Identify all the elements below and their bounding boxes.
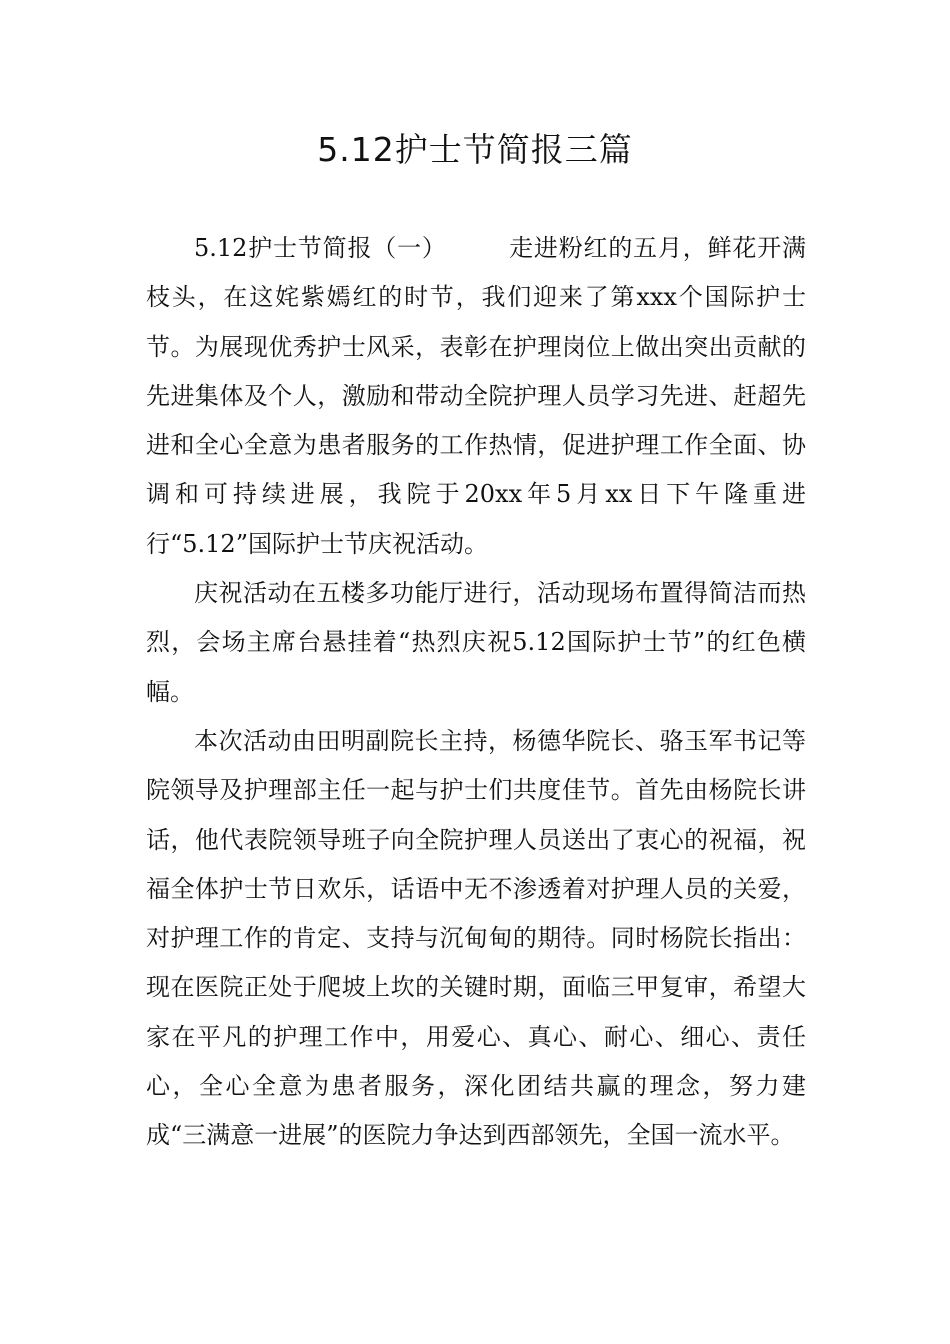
section-heading: 5.12护士节简报（一）: [194, 234, 447, 262]
paragraph-2: 庆祝活动在五楼多功能厅进行，活动现场布置得简洁而热烈，会场主席台悬挂着“热烈庆祝5.12国际护士节”的红色横幅。: [146, 579, 806, 706]
paragraph-1-text: 走进粉红的五月，鲜花开满枝头，在这姹紫嫣红的时节，我们迎来了第xxx个国际护士节。为展现优秀护士风采，表彰在护理岗位上做出突出贡献的先进集体及个人，激励和带动全院护理人员学习先进、赶超先进和全心全意为患者服务的工作热情，促进护理工作全面、协调和可持续进展，我院于20xx年5月xx日下午隆重进行“5.12”国际护士节庆祝活动。: [146, 234, 807, 558]
paragraph-3: 本次活动由田明副院长主持，杨德华院长、骆玉军书记等院领导及护理部主任一起与护士们共度佳节。首先由杨院长讲话，他代表院领导班子向全院护理人员送出了衷心的祝福，祝福全体护士节日欢乐，话语中无不渗透着对护理人员的关爱，对护理工作的肯定、支持与沉甸甸的期待。同时杨院长指出：现在医院正处于爬坡上坎的关键时期，面临三甲复审，希望大家在平凡的护理工作中，用爱心、真心、耐心、细心、责任心，全心全意为患者服务，深化团结共赢的理念，努力建成“三满意一进展”的医院力争达到西部领先，全国一流水平。: [146, 726, 806, 1150]
paragraph-1: [146, 224, 806, 569]
document-title: 5.12护士节简报三篇: [317, 130, 633, 169]
document-body: [146, 224, 806, 1161]
